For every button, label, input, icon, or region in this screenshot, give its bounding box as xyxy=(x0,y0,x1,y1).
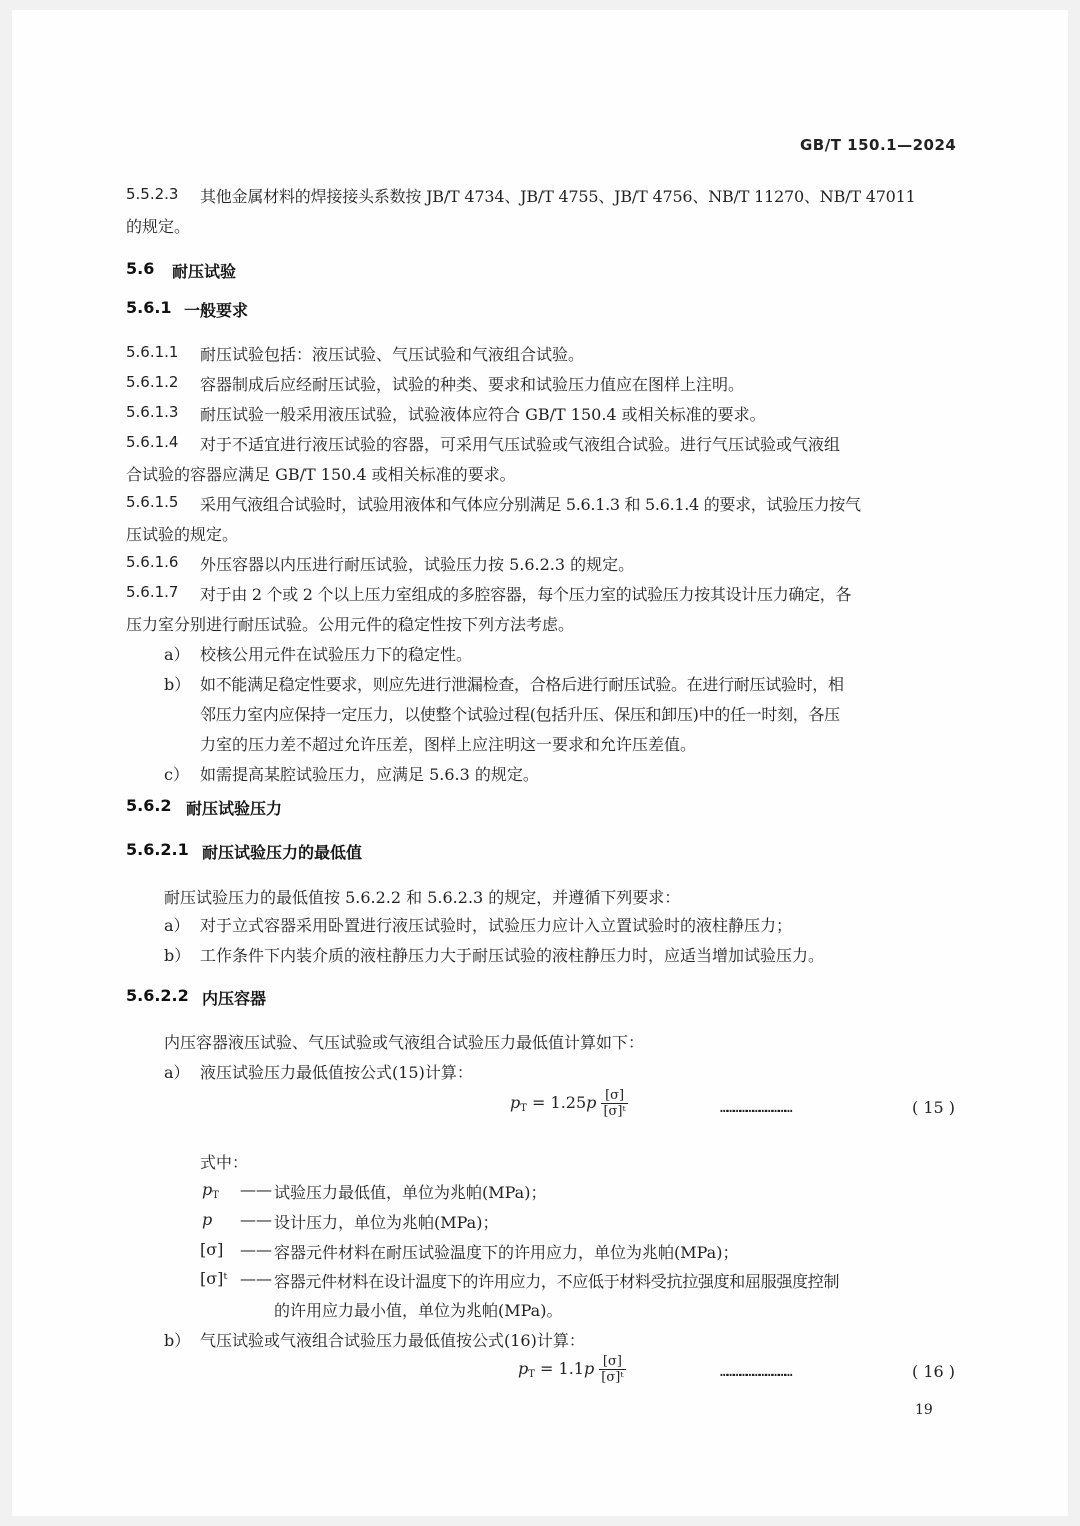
formula-denominator: [σ]ᵗ xyxy=(601,1370,624,1385)
formula-number: ( 16 ) xyxy=(912,1362,956,1381)
definition-text: 的许用应力最小值，单位为兆帕(MPa)。 xyxy=(274,1301,563,1320)
clause-number: 5.5.2.3 xyxy=(126,185,179,203)
list-label: b） xyxy=(164,675,191,694)
formula-fraction xyxy=(601,1088,627,1119)
definition-dash: —— xyxy=(240,1240,272,1259)
clause-number: 5.6.1.4 xyxy=(126,433,179,451)
definition-text: 试验压力最低值，单位为兆帕(MPa)； xyxy=(274,1183,547,1202)
section-title: 耐压试验压力 xyxy=(186,799,283,818)
section-number: 5.6.2.1 xyxy=(126,840,189,859)
paragraph-text: 内压容器液压试验、气压试验或气液组合试验压力最低值计算如下： xyxy=(164,1033,645,1052)
list-label: a） xyxy=(164,916,190,935)
section-title: 耐压试验压力的最低值 xyxy=(202,843,363,862)
list-item-text: 对于立式容器采用卧置进行液压试验时，试验压力应计入立置试验时的液柱静压力； xyxy=(200,916,793,935)
section-title: 内压容器 xyxy=(202,989,267,1008)
list-item-text: 如不能满足稳定性要求，则应先进行泄漏检查，合格后进行耐压试验。在进行耐压试验时，相 xyxy=(200,675,844,694)
formula-symbol: p xyxy=(518,1359,529,1378)
clause-number: 5.6.1.7 xyxy=(126,583,179,601)
section-number: 5.6.2.2 xyxy=(126,986,189,1005)
clause-number: 5.6.1.2 xyxy=(126,373,179,391)
formula-subscript: T xyxy=(528,1369,535,1380)
formula-symbol: p xyxy=(583,1359,595,1378)
list-item-text: 气压试验或气液组合试验压力最低值按公式(16)计算： xyxy=(200,1331,585,1350)
section-number: 5.6.1 xyxy=(126,298,172,317)
list-label: a） xyxy=(164,1063,190,1082)
where-label: 式中： xyxy=(200,1153,249,1172)
clause-text: 耐压试验包括：液压试验、气压试验和气液组合试验。 xyxy=(200,345,585,364)
formula-symbol: p xyxy=(586,1093,597,1112)
clause-text: 采用气液组合试验时，试验用液体和气体应分别满足 5.6.1.3 和 5.6.1.4 的要求，试验压力按气 xyxy=(200,495,861,514)
list-label: a） xyxy=(164,645,190,664)
formula-leader-dots: …………………………… xyxy=(720,1364,791,1380)
formula-15 xyxy=(510,1088,628,1119)
formula-leader-dots: …………………………… xyxy=(720,1100,791,1116)
definition-text: 设计压力，单位为兆帕(MPa)； xyxy=(274,1213,499,1232)
clause-text: 的规定。 xyxy=(126,217,191,236)
list-item-text: 工作条件下内装介质的液柱静压力大于耐压试验的液柱静压力时，应适当增加试验压力。 xyxy=(200,946,825,965)
clause-text: 耐压试验一般采用液压试验，试验液体应符合 GB/T 150.4 或相关标准的要求。 xyxy=(200,405,766,424)
document-page xyxy=(12,10,1068,1516)
clause-text: 对于不适宜进行液压试验的容器，可采用气压试验或气液组合试验。进行气压试验或气液组 xyxy=(200,435,841,454)
clause-number: 5.6.1.5 xyxy=(126,493,179,511)
standard-code-header: GB/T 150.1—2024 xyxy=(800,136,957,154)
formula-numerator: [σ] xyxy=(601,1088,627,1104)
formula-number: ( 15 ) xyxy=(912,1098,956,1117)
clause-number: 5.6.1.6 xyxy=(126,553,179,571)
clause-text: 合试验的容器应满足 GB/T 150.4 或相关标准的要求。 xyxy=(126,465,516,484)
page-number: 19 xyxy=(915,1402,933,1418)
section-number: 5.6 xyxy=(126,259,155,278)
clause-text: 对于由 2 个或 2 个以上压力室组成的多腔容器，每个压力室的试验压力按其设计压力确定，各 xyxy=(200,585,852,604)
list-label: c） xyxy=(164,765,189,784)
definition-dash: —— xyxy=(240,1210,272,1229)
clause-text: 压力室分别进行耐压试验。公用元件的稳定性按下列方法考虑。 xyxy=(126,615,575,634)
definition-dash: —— xyxy=(240,1269,272,1288)
clause-text: 压试验的规定。 xyxy=(126,525,239,544)
formula-subscript: T xyxy=(520,1103,527,1114)
list-label: b） xyxy=(164,946,191,965)
clause-text: 其他金属材料的焊接接头系数按 JB/T 4734、JB/T 4755、JB/T 4756、NB/T 11270、NB/T 47011 xyxy=(200,187,916,206)
formula-numerator: [σ] xyxy=(599,1354,625,1370)
formula-coefficient: = 1.25 xyxy=(532,1093,587,1112)
formula-denominator: [σ]ᵗ xyxy=(603,1104,626,1119)
definition-dash: —— xyxy=(240,1180,272,1199)
list-item-text: 邻压力室内应保持一定压力，以使整个试验过程(包括升压、保压和卸压)中的任一时刻，各压 xyxy=(200,705,840,724)
list-item-text: 液压试验压力最低值按公式(15)计算： xyxy=(200,1063,473,1082)
paragraph-text: 耐压试验压力的最低值按 5.6.2.2 和 5.6.2.3 的规定，并遵循下列要求： xyxy=(164,888,681,907)
section-number: 5.6.2 xyxy=(126,796,172,815)
formula-fraction xyxy=(599,1354,625,1385)
definition-symbol: p xyxy=(202,1210,213,1229)
clause-text: 外压容器以内压进行耐压试验，试验压力按 5.6.2.3 的规定。 xyxy=(200,555,635,574)
section-title: 耐压试验 xyxy=(172,262,237,281)
definition-text: 容器元件材料在耐压试验温度下的许用应力，单位为兆帕(MPa)； xyxy=(274,1243,739,1262)
list-item-text: 校核公用元件在试验压力下的稳定性。 xyxy=(200,645,473,664)
definition-text: 容器元件材料在设计温度下的许用应力，不应低于材料受抗拉强度和屈服强度控制 xyxy=(274,1272,840,1291)
clause-number: 5.6.1.1 xyxy=(126,343,179,361)
definition-symbol: [σ]ᵗ xyxy=(200,1269,228,1288)
formula-coefficient: = 1.1 xyxy=(540,1359,584,1378)
definition-symbol: [σ] xyxy=(200,1240,224,1259)
clause-number: 5.6.1.3 xyxy=(126,403,179,421)
list-label: b） xyxy=(164,1331,191,1350)
formula-16 xyxy=(518,1354,626,1385)
clause-text: 容器制成后应经耐压试验，试验的种类、要求和试验压力值应在图样上注明。 xyxy=(200,375,745,394)
section-title: 一般要求 xyxy=(184,301,249,320)
formula-symbol: p xyxy=(510,1093,521,1112)
list-item-text: 力室的压力差不超过允许压差，图样上应注明这一要求和允许压差值。 xyxy=(200,735,697,754)
list-item-text: 如需提高某腔试验压力，应满足 5.6.3 的规定。 xyxy=(200,765,539,784)
definition-symbol: $p_T$ xyxy=(202,1180,219,1201)
